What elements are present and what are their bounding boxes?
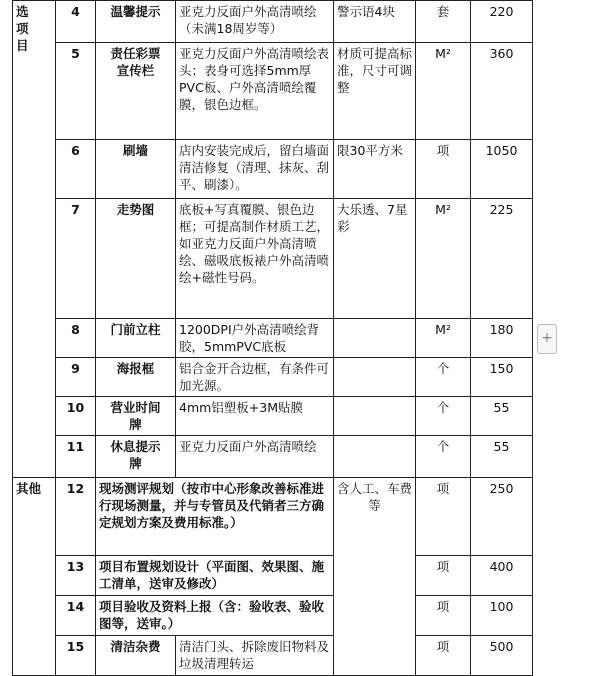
- item-price: 150: [471, 358, 533, 397]
- item-description: 亚克力反面户外高清喷绘表头；表身可选择5mm厚PVC板、户外高清喷绘覆膜，银色边框。: [176, 43, 334, 140]
- table-row: [13, 43, 533, 140]
- table-row: [13, 436, 533, 478]
- table-row: [13, 199, 533, 319]
- item-description: 亚克力反面户外高清喷绘: [176, 436, 334, 478]
- table-row: [13, 1, 533, 43]
- item-name: 刷墙: [96, 140, 176, 199]
- table-row: [13, 319, 533, 358]
- row-number: 13: [56, 556, 96, 596]
- row-number: 5: [56, 43, 96, 140]
- row-number: 15: [56, 636, 96, 676]
- category-label: 选 项 目: [16, 4, 29, 53]
- item-name: 休息提示 牌: [96, 436, 176, 478]
- item-price: 250: [471, 478, 533, 556]
- row-number: 11: [56, 436, 96, 478]
- item-price: 55: [471, 397, 533, 436]
- row-number: 6: [56, 140, 96, 199]
- item-spec: 限30平方米: [334, 140, 416, 199]
- row-number: 8: [56, 319, 96, 358]
- item-description: 清洁门头、拆除废旧物料及垃圾清理转运: [176, 636, 334, 676]
- item-unit: 项: [416, 636, 471, 676]
- item-price: 500: [471, 636, 533, 676]
- item-description: 4mm铝塑板+3M贴膜: [176, 397, 334, 436]
- item-unit: 个: [416, 397, 471, 436]
- item-name: 项目验收及资料上报（含：验收表、验收图等，送审。）: [96, 596, 334, 636]
- item-spec: 警示语4块: [334, 1, 416, 43]
- item-price: 225: [471, 199, 533, 319]
- item-name: 清洁杂费: [96, 636, 176, 676]
- item-unit: 个: [416, 358, 471, 397]
- table-row: [13, 358, 533, 397]
- item-name: 门前立柱: [96, 319, 176, 358]
- price-table: [12, 0, 533, 676]
- category-optional: [13, 1, 56, 478]
- item-name: 温馨提示: [96, 1, 176, 43]
- item-unit: 项: [416, 478, 471, 556]
- item-unit: M²: [416, 43, 471, 140]
- table-row: [13, 478, 533, 556]
- item-description: 铝合金开合边框，有条件可加光源。: [176, 358, 334, 397]
- item-unit: M²: [416, 199, 471, 319]
- table-row: [13, 596, 533, 636]
- row-number: 12: [56, 478, 96, 556]
- item-unit: 套: [416, 1, 471, 43]
- table-row: [13, 636, 533, 676]
- item-unit: 项: [416, 140, 471, 199]
- item-name: 营业时间 牌: [96, 397, 176, 436]
- item-price: 360: [471, 43, 533, 140]
- add-button[interactable]: +: [537, 324, 557, 354]
- item-unit: 项: [416, 596, 471, 636]
- item-spec: [334, 436, 416, 478]
- item-price: 180: [471, 319, 533, 358]
- item-unit: 个: [416, 436, 471, 478]
- item-description: 亚克力反面户外高清喷绘（未满18周岁等）: [176, 1, 334, 43]
- item-spec: 含人工、车费等: [334, 478, 416, 676]
- row-number: 7: [56, 199, 96, 319]
- item-spec: [334, 397, 416, 436]
- item-description: 店内安装完成后，留白墙面清洁修复（清理、抹灰、刮平、刷漆）。: [176, 140, 334, 199]
- table-row: [13, 556, 533, 596]
- item-price: 100: [471, 596, 533, 636]
- item-spec: [334, 319, 416, 358]
- item-description: 底板+写真覆膜、银色边框；可提高制作材质工艺，如亚克力反面户外高清喷绘、磁吸底板裱户外高清喷绘+磁性号码。: [176, 199, 334, 319]
- item-name: 现场测评规划（按市中心形象改善标准进行现场测量，并与专管员及代销者三方确定规划方案及费用标准。）: [96, 478, 334, 556]
- item-name: 走势图: [96, 199, 176, 319]
- item-description: 1200DPI户外高清喷绘背胶，5mmPVC底板: [176, 319, 334, 358]
- row-number: 9: [56, 358, 96, 397]
- item-unit: M²: [416, 319, 471, 358]
- item-price: 55: [471, 436, 533, 478]
- item-name: 项目布置规划设计（平面图、效果图、施工清单，送审及修改）: [96, 556, 334, 596]
- table-row: [13, 397, 533, 436]
- item-price: 220: [471, 1, 533, 43]
- row-number: 10: [56, 397, 96, 436]
- table-row: [13, 140, 533, 199]
- row-number: 4: [56, 1, 96, 43]
- item-name: 责任彩票 宣传栏: [96, 43, 176, 140]
- item-name: 海报框: [96, 358, 176, 397]
- item-unit: 项: [416, 556, 471, 596]
- item-spec: [334, 358, 416, 397]
- row-number: 14: [56, 596, 96, 636]
- item-spec: 材质可提高标准，尺寸可调整: [334, 43, 416, 140]
- item-price: 400: [471, 556, 533, 596]
- item-spec: 大乐透、7星彩: [334, 199, 416, 319]
- item-price: 1050: [471, 140, 533, 199]
- category-other: 其他: [13, 478, 56, 676]
